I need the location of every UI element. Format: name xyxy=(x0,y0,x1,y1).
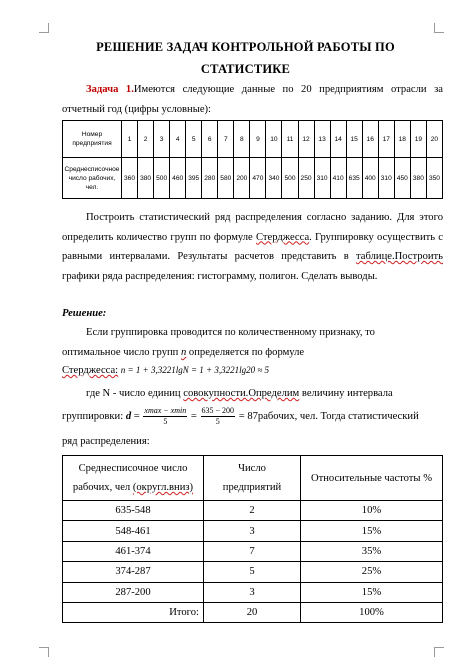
table-cell: 11 xyxy=(282,121,298,158)
table-cell: 100% xyxy=(301,602,443,622)
solution-label: Решение: xyxy=(62,308,107,319)
table-cell: 2 xyxy=(138,121,154,158)
interval-result: = 87 xyxy=(238,411,258,422)
solution-text: оптимальное число групп xyxy=(62,347,181,358)
table-row xyxy=(63,521,443,541)
table-cell: 15% xyxy=(301,582,443,602)
margin-corner-mark xyxy=(39,647,49,657)
table-cell: 461-374 xyxy=(63,541,204,561)
solution-line: Если группировка проводится по количественному признаку, то xyxy=(86,327,375,338)
solution-text: рабочих, чел. Тогда статистический xyxy=(257,411,419,422)
table-cell: 20 xyxy=(426,121,442,158)
sturges-word: Стерджесса xyxy=(255,231,310,243)
table-cell: 6 xyxy=(202,121,218,158)
table-header-cell: Номер предприятия xyxy=(63,121,122,158)
variable-d: d xyxy=(125,411,132,422)
table-cell: 9 xyxy=(250,121,266,158)
table-cell: 3 xyxy=(204,521,301,541)
table-cell: 16 xyxy=(362,121,378,158)
table-cell: 250 xyxy=(298,158,314,199)
margin-corner-mark xyxy=(434,647,444,657)
task-text: Имеются следующие данные по 20 предприятиям отрасли за отчетный год (цифры условные): xyxy=(62,84,443,115)
solution-line: ряд распределения: xyxy=(62,436,150,447)
solution-text: величину интервала xyxy=(299,388,393,399)
table-cell: 5 xyxy=(186,121,202,158)
table-row-label: Среднесписочное число рабочих, чел. xyxy=(63,158,122,199)
table-cell: 360 xyxy=(122,158,138,199)
table-row xyxy=(63,541,443,561)
table-cell: 200 xyxy=(234,158,250,199)
table-cell: 380 xyxy=(138,158,154,199)
header-text: Число xyxy=(238,463,266,474)
page-title: РЕШЕНИЕ ЗАДАЧ КОНТРОЛЬНОЙ РАБОТЫ ПО xyxy=(96,40,395,54)
table-cell: 7 xyxy=(218,121,234,158)
fraction-numerator: 635 − 200 xyxy=(201,406,235,416)
table-cell: 340 xyxy=(266,158,282,199)
population-word: совокупности.Определим xyxy=(183,388,300,399)
table-header-cell xyxy=(63,456,204,501)
table-cell: 7 xyxy=(204,541,301,561)
solution-text: где N - число единиц xyxy=(86,388,184,399)
sturges-formula-line xyxy=(62,361,443,381)
solution-text: определяется по формуле xyxy=(186,347,305,358)
table-total-row xyxy=(63,602,443,622)
table-cell: 450 xyxy=(394,158,410,199)
header-text: предприятий xyxy=(222,482,282,493)
table-cell: 35% xyxy=(301,541,443,561)
table-cell: 10 xyxy=(266,121,282,158)
sturges-label: Стерджесса: xyxy=(62,365,119,376)
interval-fraction xyxy=(143,406,187,427)
header-text: рабочих, чел xyxy=(72,482,133,493)
table-cell: 15% xyxy=(301,521,443,541)
table-header-cell xyxy=(204,456,301,501)
solution-line xyxy=(62,343,443,363)
equals-sign: = xyxy=(190,411,197,422)
instructions-text: графики ряда распределения: гистограмму, полигон. Сделать выводы. xyxy=(62,270,378,282)
header-text: Среднесписочное число xyxy=(78,463,188,474)
distribution-table xyxy=(62,455,443,623)
table-header-cell: Относительные частоты % xyxy=(301,456,443,501)
table-cell: 15 xyxy=(346,121,362,158)
table-cell: 635 xyxy=(346,158,362,199)
table-cell: 2 xyxy=(204,501,301,521)
table-cell: 410 xyxy=(330,158,346,199)
table-cell: 20 xyxy=(204,602,301,622)
table-cell: 374-287 xyxy=(63,562,204,582)
solution-line xyxy=(62,384,443,404)
table-cell: 400 xyxy=(362,158,378,199)
table-cell: 1 xyxy=(122,121,138,158)
instructions-text: . Группировку осуществить с равными интервалами. Результаты расчетов представить в xyxy=(62,231,443,263)
table-cell: 4 xyxy=(170,121,186,158)
table-cell: 635-548 xyxy=(63,501,204,521)
table-cell: 470 xyxy=(250,158,266,199)
enterprise-data-table xyxy=(62,120,443,199)
task-paragraph xyxy=(62,80,443,119)
table-cell: 8 xyxy=(234,121,250,158)
table-cell: 10% xyxy=(301,501,443,521)
fraction-denominator: 5 xyxy=(163,417,168,427)
table-cell: 310 xyxy=(378,158,394,199)
table-cell: 12 xyxy=(298,121,314,158)
table-cell: 18 xyxy=(394,121,410,158)
table-cell: 580 xyxy=(218,158,234,199)
margin-corner-mark xyxy=(434,23,444,33)
solution-text: группировки: xyxy=(62,411,126,422)
table-cell: 17 xyxy=(378,121,394,158)
table-row xyxy=(63,501,443,521)
fraction-denominator: 5 xyxy=(215,417,220,427)
table-cell: 19 xyxy=(410,121,426,158)
table-cell: 460 xyxy=(170,158,186,199)
interval-formula-line xyxy=(62,405,443,429)
table-cell: 14 xyxy=(330,121,346,158)
page-title-line2: СТАТИСТИКЕ xyxy=(200,62,291,76)
table-cell: 548-461 xyxy=(63,521,204,541)
table-cell: Итого: xyxy=(63,602,204,622)
value-fraction xyxy=(201,406,236,427)
margin-corner-mark xyxy=(39,23,49,33)
header-text: (округл.вниз) xyxy=(132,482,194,493)
table-cell: 380 xyxy=(410,158,426,199)
sturges-formula: n = 1 + 3,3221lgN = 1 + 3,3221lg20 ≈ 5 xyxy=(120,365,270,375)
table-cell: 350 xyxy=(426,158,442,199)
table-cell: 287-200 xyxy=(63,582,204,602)
table-word: таблице.Построить xyxy=(356,251,443,263)
table-cell: 5 xyxy=(204,562,301,582)
table-cell: 500 xyxy=(282,158,298,199)
table-row xyxy=(63,582,443,602)
table-cell: 13 xyxy=(314,121,330,158)
table-row xyxy=(63,562,443,582)
table-cell: 3 xyxy=(204,582,301,602)
instructions-text: Построить статистический ряд распределения согласно заданию. Для этого определить количество групп по формуле xyxy=(62,212,443,243)
table-cell: 3 xyxy=(154,121,170,158)
equals-sign: = xyxy=(133,411,140,422)
variable-n: n xyxy=(180,347,187,358)
instructions-paragraph xyxy=(62,208,443,286)
table-cell: 500 xyxy=(154,158,170,199)
table-cell: 25% xyxy=(301,562,443,582)
table-cell: 395 xyxy=(186,158,202,199)
table-cell: 280 xyxy=(202,158,218,199)
table-cell: 310 xyxy=(314,158,330,199)
fraction-numerator: xmax − xmin xyxy=(144,406,187,416)
task-label: Задача 1. xyxy=(86,84,134,95)
